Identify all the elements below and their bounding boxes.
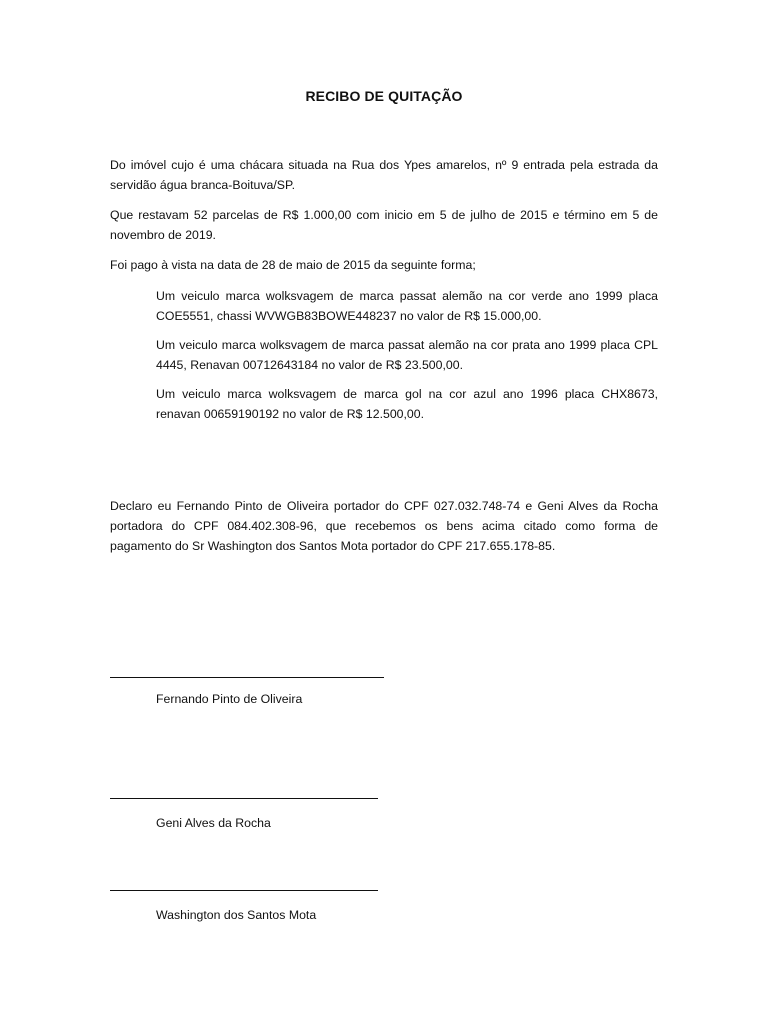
vehicle-item-3: Um veiculo marca wolksvagem de marca gol na cor azul ano 1996 placa CHX8673, renavan 00659190192 no valor de R$ 12.500,00. [156, 387, 658, 421]
signature-line-1 [110, 677, 384, 678]
signature-name-2: Geni Alves da Rocha [156, 816, 271, 830]
signature-name-1: Fernando Pinto de Oliveira [156, 692, 303, 706]
vehicle-item-1: Um veiculo marca wolksvagem de marca passat alemão na cor verde ano 1999 placa COE5551, chassi WVWGB83BOWE448237 no valor de R$ 15.000,00. [156, 289, 658, 323]
signature-line-2 [110, 798, 378, 799]
declaration-paragraph: Declaro eu Fernando Pinto de Oliveira portador do CPF 027.032.748-74 e Geni Alves da Rocha portadora do CPF 084.402.308-96, que recebemos os bens acima citado como forma de pagamento do Sr Washington dos Santos Mota portador do CPF 217.655.178-85. [110, 499, 658, 553]
vehicle-item-2: Um veiculo marca wolksvagem de marca passat alemão na cor prata ano 1999 placa CPL 4445, Renavan 00712643184 no valor de R$ 23.500,00. [156, 338, 658, 372]
payment-intro-paragraph: Foi pago à vista na data de 28 de maio de 2015 da seguinte forma; [110, 258, 476, 272]
document-title: RECIBO DE QUITAÇÃO [305, 88, 463, 104]
installments-paragraph: Que restavam 52 parcelas de R$ 1.000,00 com inicio em 5 de julho de 2015 e término em 5 de novembro de 2019. [110, 208, 658, 242]
property-paragraph: Do imóvel cujo é uma chácara situada na Rua dos Ypes amarelos, nº 9 entrada pela estrada da servidão água branca-Boituva/SP. [110, 158, 658, 192]
signature-name-3: Washington dos Santos Mota [156, 908, 317, 922]
signature-line-3 [110, 890, 378, 891]
